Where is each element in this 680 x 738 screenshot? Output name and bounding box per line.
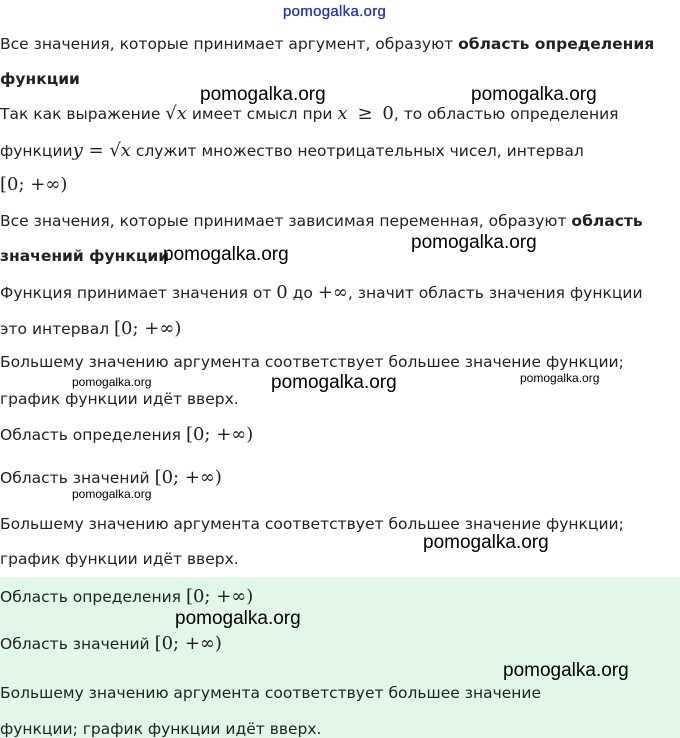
watermark: pomogalka.org (471, 84, 597, 105)
watermark: pomogalka.org (200, 84, 326, 105)
math-geq: ≥ (357, 103, 373, 124)
watermark: pomogalka.org (175, 608, 301, 629)
summary1-domain: Область определения [0; +∞) (0, 424, 254, 445)
interval-domain: [0; +∞) (0, 174, 68, 195)
math-zero-2: 0 (276, 282, 288, 303)
sqrt-condition-line: Так как выражение √x имеет смысл при x ≥ 0, то областью определения (0, 103, 619, 124)
summary2-line2: функции; график функции идёт вверх. (0, 720, 322, 738)
math-sqrt-x-2: √x (109, 140, 131, 161)
increasing-line2: график функции идёт вверх. (0, 390, 239, 408)
math-y-eq: y = (72, 140, 110, 161)
math-plus-infinity: +∞ (317, 282, 348, 303)
math-sqrt-x: √x (165, 103, 187, 124)
interval-range: [0; +∞) (114, 318, 182, 339)
watermark: pomogalka.org (163, 244, 289, 265)
summary1-range: Область значений [0; +∞) (0, 467, 222, 488)
term-range-part2: значений функции (0, 247, 170, 265)
function-domain-line: функцииy = √x служит множество неотрицательных чисел, интервал (0, 140, 584, 161)
watermark: pomogalka.org (72, 487, 152, 501)
definition-domain-line2: функции (0, 70, 80, 88)
summary2-range: Область значений [0; +∞) (0, 633, 222, 654)
summary2-domain: Область определения [0; +∞) (0, 586, 254, 607)
watermark: pomogalka.org (423, 532, 549, 553)
definition-domain-line1: Все значения, которые принимает аргумент, образуют область определения (0, 35, 655, 53)
summary1-line1: Большему значению аргумента соответствует большее значение функции; (0, 515, 624, 533)
watermark-top: pomogalka.org (283, 3, 387, 20)
range-values-line: Функция принимает значения от 0 до +∞, значит область значения функции (0, 282, 643, 303)
watermark: pomogalka.org (520, 371, 600, 385)
summary2-line1: Большему значению аргумента соответствует большее значение (0, 684, 542, 702)
watermark: pomogalka.org (72, 375, 152, 389)
increasing-line1: Большему значению аргумента соответствует большее значение функции; (0, 353, 624, 371)
definition-range-line1: Все значения, которые принимает зависимая переменная, образуют область (0, 212, 643, 230)
math-zero: 0 (382, 103, 394, 124)
range-interval-line: это интервал [0; +∞) (0, 318, 182, 339)
term-range-part1: область (571, 212, 643, 230)
math-x: x (337, 103, 348, 124)
watermark: pomogalka.org (271, 372, 397, 393)
watermark: pomogalka.org (411, 232, 537, 253)
watermark: pomogalka.org (503, 660, 629, 681)
summary1-line2: график функции идёт вверх. (0, 550, 239, 568)
term-domain: область определения (458, 35, 655, 53)
